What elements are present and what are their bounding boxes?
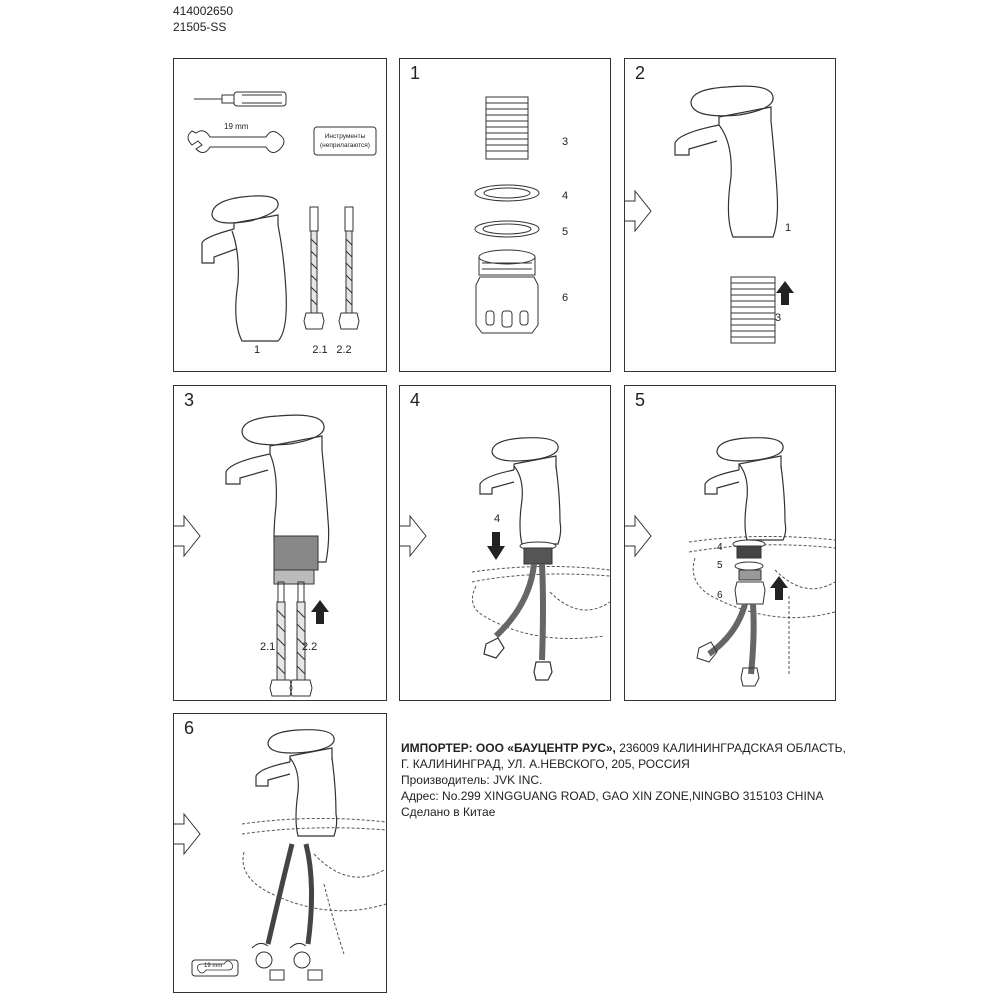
made-in: Сделано в Китае xyxy=(401,805,496,819)
sink-outline xyxy=(689,536,835,617)
step-number: 3 xyxy=(184,390,195,410)
label-5: 5 xyxy=(717,560,723,571)
tools-note-box xyxy=(314,127,376,155)
wrench-size-label: 19 mm xyxy=(224,122,249,131)
faucet-icon xyxy=(256,730,337,836)
step-number: 5 xyxy=(635,390,646,410)
label-hose-2-1: 2.1 xyxy=(312,344,328,356)
sink-outline xyxy=(242,818,386,954)
importer-address-start: 236009 КАЛИНИНГРАДСКАЯ ОБЛАСТЬ, xyxy=(615,741,846,755)
manufacturer: Производитель: JVK INC. xyxy=(401,773,543,787)
threaded-stud-icon xyxy=(486,97,528,159)
panel-step-2 xyxy=(624,58,836,372)
angle-valves-icon xyxy=(252,943,322,980)
threaded-stud-icon xyxy=(274,536,318,584)
panel-step-4 xyxy=(399,385,611,701)
step-number: 1 xyxy=(410,63,421,83)
hose-pair-icon xyxy=(304,207,359,329)
label-4: 4 xyxy=(717,542,723,553)
label-4: 4 xyxy=(562,190,569,202)
step-6-illustration xyxy=(174,714,388,994)
panel-step-3 xyxy=(173,385,387,701)
importer-line-2: Г. КАЛИНИНГРАД, УЛ. А.НЕВСКОГО, 205, РОССИЯ xyxy=(401,757,690,771)
step-arrow-icon xyxy=(625,516,651,556)
importer-name: ИМПОРТЕР: ООО «БАУЦЕНТР РУС», xyxy=(401,741,616,755)
panel-step-1 xyxy=(399,58,611,372)
label-2-1: 2.1 xyxy=(260,641,276,653)
step-2-illustration xyxy=(625,59,837,373)
label-1: 1 xyxy=(785,222,792,234)
step-number: 2 xyxy=(635,63,646,83)
washer-4-icon xyxy=(475,185,539,201)
faucet-icon xyxy=(202,196,286,341)
importer-info xyxy=(401,740,861,820)
wrench-icon xyxy=(188,131,284,153)
hose-pair-icon xyxy=(270,582,312,696)
step-3-illustration xyxy=(174,386,388,702)
label-5: 5 xyxy=(562,226,569,238)
panel-step-5 xyxy=(624,385,836,701)
step-arrow-icon xyxy=(625,191,651,231)
article-number: 414002650 xyxy=(173,4,234,18)
label-3: 3 xyxy=(562,136,569,148)
up-arrow-icon xyxy=(311,600,329,624)
up-arrow-icon xyxy=(776,281,794,305)
step-5-illustration xyxy=(625,386,837,702)
faucet-icon xyxy=(480,438,561,544)
faucet-icon xyxy=(705,438,786,540)
manufacturer-address: Адрес: No.299 XINGGUANG ROAD, GAO XIN ZONE,NINGBO 315103 CHINA xyxy=(401,789,824,803)
importer-line-1 xyxy=(401,740,861,756)
step-arrow-icon xyxy=(174,516,200,556)
step-4-illustration xyxy=(400,386,612,702)
tools-note-line2: (неприлагаются) xyxy=(320,142,370,149)
wrench-size-label: 19 mm xyxy=(204,963,223,969)
tools-note-line1: Инструменты xyxy=(324,133,366,140)
label-3: 3 xyxy=(775,312,782,324)
label-hose-2-2: 2.2 xyxy=(336,344,352,356)
step-arrow-icon xyxy=(174,814,200,854)
model-number: 21505-SS xyxy=(173,20,227,34)
faucet-icon xyxy=(675,86,778,237)
label-2-2: 2.2 xyxy=(302,641,318,653)
up-arrow-icon xyxy=(770,576,788,600)
threaded-stud-icon xyxy=(520,542,556,564)
label-faucet: 1 xyxy=(253,344,261,356)
down-arrow-icon xyxy=(487,532,505,560)
parts-illustration xyxy=(174,59,388,373)
panel-step-6 xyxy=(173,713,387,993)
hose-pair-icon xyxy=(268,844,312,944)
threaded-stud-icon xyxy=(731,277,775,343)
nut-6-icon xyxy=(476,250,538,333)
panel-parts-tools xyxy=(173,58,387,372)
step-number: 4 xyxy=(410,390,421,410)
screwdriver-icon xyxy=(194,92,286,106)
step-arrow-icon xyxy=(400,516,426,556)
hose-pair-icon xyxy=(709,604,754,674)
label-6: 6 xyxy=(562,292,569,304)
step-number: 6 xyxy=(184,718,195,738)
label-6: 6 xyxy=(717,590,723,601)
step-1-illustration xyxy=(400,59,612,373)
label-4: 4 xyxy=(494,513,501,525)
mounting-hardware-icon xyxy=(733,540,765,604)
washer-5-icon xyxy=(475,221,539,237)
